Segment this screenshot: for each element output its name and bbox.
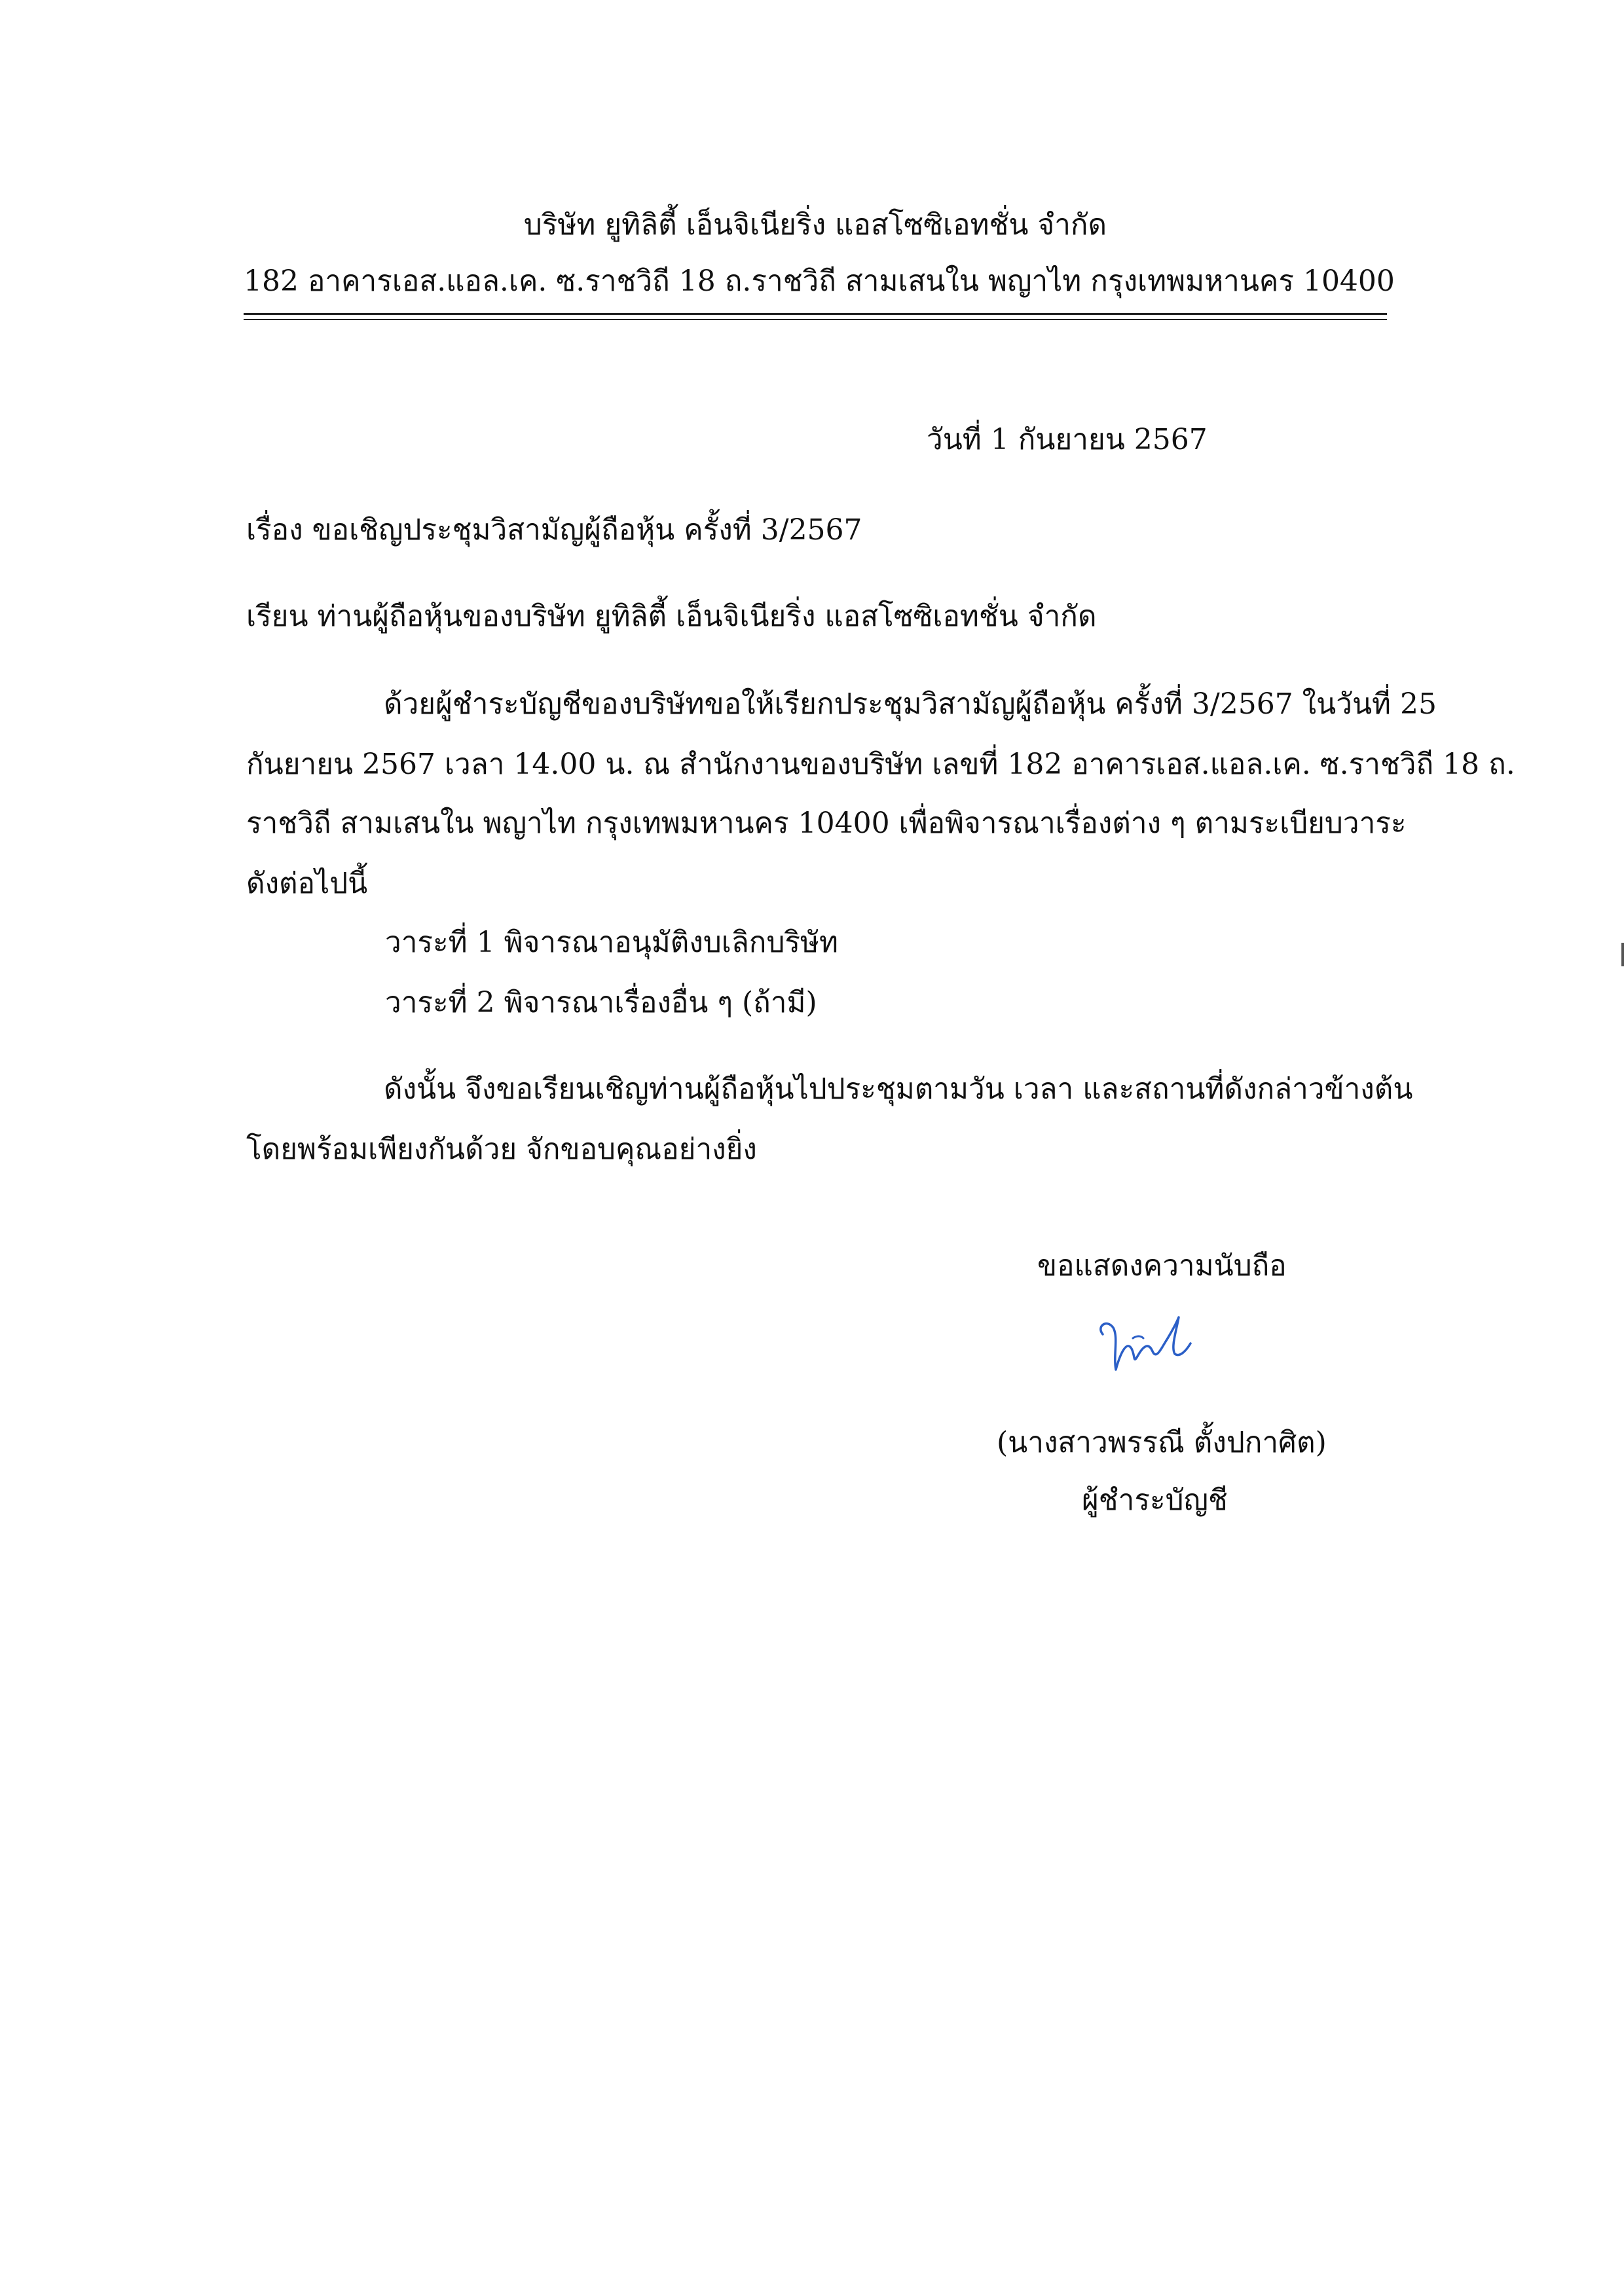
agenda-item-2: วาระที่ 2 พิจารณาเรื่องอื่น ๆ (ถ้ามี) <box>385 986 817 1019</box>
body-paragraph-1-line-3: ราชวิถี สามเสนใน พญาไท กรุงเทพมหานคร 10400 เพื่อพิจารณาเรื่องต่าง ๆ ตามระเบียบวาระ <box>246 807 1407 840</box>
signer-name: (นางสาวพรรณี ตั้งปกาศิต) <box>997 1426 1327 1459</box>
agenda-item-1: วาระที่ 1 พิจารณาอนุมัติงบเลิกบริษัท <box>385 926 839 959</box>
signer-title: ผู้ชำระบัญชี <box>1082 1484 1228 1517</box>
body-paragraph-2-line-2: โดยพร้อมเพียงกันด้วย จักขอบคุณอย่างยิ่ง <box>246 1133 757 1166</box>
company-address: 182 อาคารเอส.แอล.เค. ซ.ราชวิถี 18 ถ.ราชวิถี สามเสนใน พญาไท กรุงเทพมหานคร 10400 <box>244 264 1395 298</box>
body-paragraph-1-line-4: ดังต่อไปนี้ <box>246 867 368 900</box>
letter-date: วันที่ 1 กันยายน 2567 <box>927 423 1208 456</box>
body-paragraph-1-line-2: กันยายน 2567 เวลา 14.00 น. ณ สำนักงานของบริษัท เลขที่ 182 อาคารเอส.แอล.เค. ซ.ราชวิถี 18 ถ. <box>246 748 1515 781</box>
body-paragraph-2-line-1: ดังนั้น จึงขอเรียนเชิญท่านผู้ถือหุ้นไปประชุมตามวัน เวลา และสถานที่ดังกล่าวข้างต้น <box>384 1072 1413 1106</box>
letter-recipient: เรียน ท่านผู้ถือหุ้นของบริษัท ยูทิลิตี้ เอ็นจิเนียริ่ง แอสโซซิเอทชั่น จำกัด <box>246 600 1097 633</box>
scan-edge-mark <box>1621 943 1624 966</box>
company-name: บริษัท ยูทิลิตี้ เอ็นจิเนียริ่ง แอสโซซิเอทชั่น จำกัด <box>523 208 1107 242</box>
body-paragraph-1-line-1: ด้วยผู้ชำระบัญชีของบริษัทขอให้เรียกประชุมวิสามัญผู้ถือหุ้น ครั้งที่ 3/2567 ในวันที่ 25 <box>384 687 1437 721</box>
letterhead-rule-bottom <box>244 319 1387 320</box>
closing-salutation: ขอแสดงความนับถือ <box>1037 1249 1287 1283</box>
handwritten-signature <box>1094 1309 1198 1381</box>
letter-subject: เรื่อง ขอเชิญประชุมวิสามัญผู้ถือหุ้น ครั้งที่ 3/2567 <box>246 513 862 547</box>
letterhead-rule-top <box>244 313 1387 315</box>
